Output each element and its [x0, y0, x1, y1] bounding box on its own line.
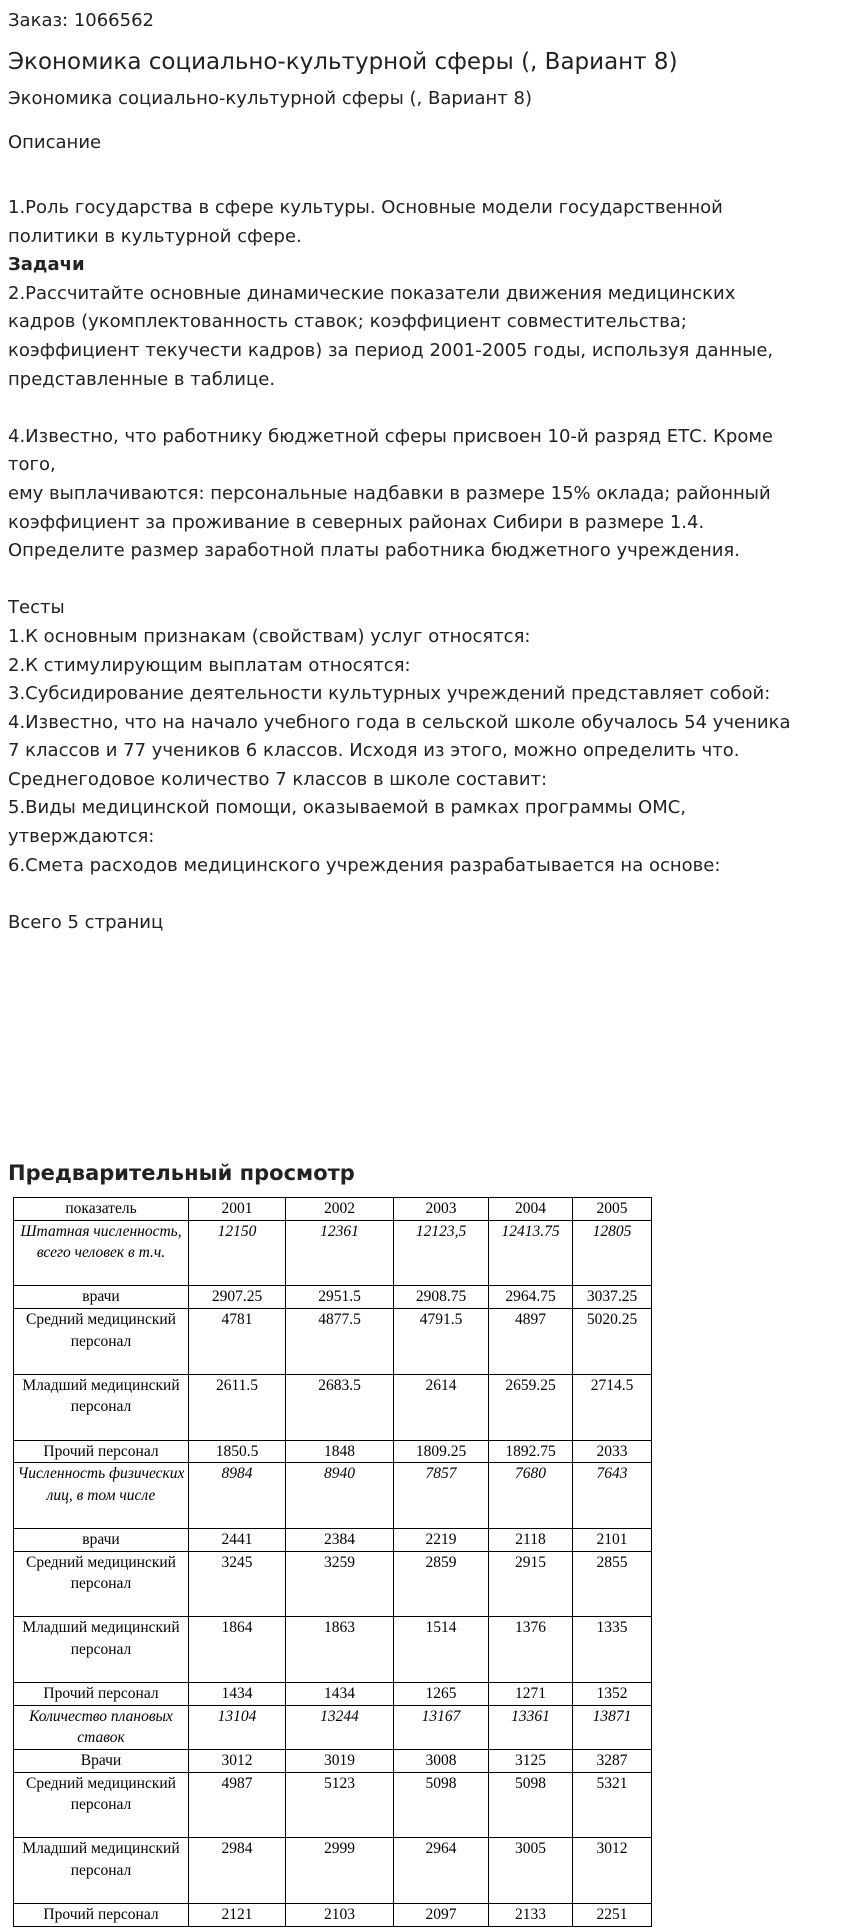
- description-line: того,: [8, 454, 56, 476]
- table-cell: 2101: [573, 1528, 652, 1551]
- table-cell: 5123: [286, 1772, 394, 1838]
- table-cell: 2441: [189, 1528, 286, 1551]
- table-cell: 2659.25: [489, 1374, 573, 1440]
- table-row: [14, 1374, 652, 1440]
- table-cell: 3008: [394, 1749, 489, 1772]
- table-cell: 3012: [189, 1749, 286, 1772]
- table-cell: 2964: [394, 1838, 489, 1904]
- table-cell: 5321: [573, 1772, 652, 1838]
- description-line: 1.Роль государства в сфере культуры. Основные модели государственной: [8, 197, 723, 218]
- table-header-row: [14, 1198, 652, 1221]
- description-line: 7 классов и 77 учеников 6 классов. Исходя из этого, можно определить что.: [8, 740, 740, 762]
- table-cell: 2999: [286, 1838, 394, 1904]
- table-cell: 1514: [394, 1617, 489, 1683]
- table-row: [14, 1463, 652, 1529]
- table-cell: 4781: [189, 1308, 286, 1374]
- table-cell: 7857: [394, 1463, 489, 1529]
- description-line: коэффициент текучести кадров) за период 2001-2005 годы, используя данные,: [8, 339, 774, 361]
- table-cell: 1809.25: [394, 1440, 489, 1463]
- table-row: [14, 1749, 652, 1772]
- table-cell: 5098: [394, 1772, 489, 1838]
- table-cell: 1271: [489, 1683, 573, 1706]
- table-row-label: Штатная численность, всего человек в т.ч.: [14, 1220, 189, 1286]
- table-cell: 4987: [189, 1772, 286, 1838]
- table-row: [14, 1528, 652, 1551]
- description-body: [8, 194, 843, 937]
- preview-heading: Предварительный просмотр: [8, 1161, 355, 1185]
- table-row-label: Средний медицинский персонал: [14, 1308, 189, 1374]
- table-cell: 2384: [286, 1528, 394, 1551]
- table-cell: 2908.75: [394, 1286, 489, 1309]
- table-cell: 12361: [286, 1220, 394, 1286]
- description-line: кадров (укомплектованность ставок; коэффициент совместительства;: [8, 311, 687, 333]
- table-header-cell: 2003: [394, 1198, 489, 1221]
- table-row: [14, 1904, 652, 1927]
- table-cell: 2133: [489, 1904, 573, 1927]
- description-line: 6.Смета расходов медицинского учреждения разрабатывается на основе:: [8, 854, 721, 876]
- table-cell: 2855: [573, 1551, 652, 1617]
- description-line: 4.Известно, что работнику бюджетной сферы присвоен 10-й разряд ЕТС. Кроме: [8, 425, 774, 447]
- table-cell: 1892.75: [489, 1440, 573, 1463]
- description-line: 1.К основным признакам (свойствам) услуг относятся:: [8, 625, 531, 647]
- table-row-label: Младший медицинский персонал: [14, 1617, 189, 1683]
- table-cell: 1376: [489, 1617, 573, 1683]
- description-line: представленные в таблице.: [8, 368, 276, 390]
- description-line: 4.Известно, что на начало учебного года в сельской школе обучалось 54 ученика: [8, 711, 791, 733]
- table-cell: 3019: [286, 1749, 394, 1772]
- description-line: [8, 566, 843, 595]
- table-row: [14, 1220, 652, 1286]
- table-cell: 4791.5: [394, 1308, 489, 1374]
- table-cell: 12805: [573, 1220, 652, 1286]
- table-row-label: Прочий персонал: [14, 1440, 189, 1463]
- table-header-cell: 2005: [573, 1198, 652, 1221]
- table-cell: 7680: [489, 1463, 573, 1529]
- table-cell: 2251: [573, 1904, 652, 1927]
- table-cell: 13244: [286, 1705, 394, 1749]
- table-row-label: Численность физических лиц, в том числе: [14, 1463, 189, 1529]
- table-row-label: Прочий персонал: [14, 1904, 189, 1927]
- table-header-cell: показатель: [14, 1198, 189, 1221]
- table-header-cell: 2004: [489, 1198, 573, 1221]
- table-cell: 4877.5: [286, 1308, 394, 1374]
- table-row: [14, 1683, 652, 1706]
- table-row: [14, 1440, 652, 1463]
- table-cell: 1434: [189, 1683, 286, 1706]
- table-cell: 1335: [573, 1617, 652, 1683]
- preview-table: [13, 1197, 652, 1927]
- table-cell: 4897: [489, 1308, 573, 1374]
- table-cell: 13361: [489, 1705, 573, 1749]
- description-line: [8, 394, 843, 423]
- table-cell: 2097: [394, 1904, 489, 1927]
- description-line: утверждаются:: [8, 826, 155, 848]
- table-cell: 2614: [394, 1374, 489, 1440]
- table-cell: 3012: [573, 1838, 652, 1904]
- description-line: Задачи: [8, 254, 85, 276]
- table-cell: 2984: [189, 1838, 286, 1904]
- description-line: 2.Рассчитайте основные динамические показатели движения медицинских: [8, 282, 736, 304]
- description-label: Описание: [8, 132, 102, 153]
- table-cell: 2859: [394, 1551, 489, 1617]
- table-cell: 2103: [286, 1904, 394, 1927]
- description-line: Среднегодовое количество 7 классов в школе составит:: [8, 768, 548, 790]
- table-row-label: Средний медицинский персонал: [14, 1772, 189, 1838]
- table-cell: 1864: [189, 1617, 286, 1683]
- table-cell: 2219: [394, 1528, 489, 1551]
- table-cell: 1850.5: [189, 1440, 286, 1463]
- description-line: ему выплачиваются: персональные надбавки в размере 15% оклада; районный: [8, 482, 771, 504]
- table-cell: 8984: [189, 1463, 286, 1529]
- table-cell: 12123,5: [394, 1220, 489, 1286]
- table-cell: 2714.5: [573, 1374, 652, 1440]
- page-subtitle: Экономика социально-культурной сферы (, Вариант 8): [8, 88, 532, 109]
- description-line: 2.К стимулирующим выплатам относятся:: [8, 654, 411, 676]
- table-cell: 3245: [189, 1551, 286, 1617]
- table-cell: 8940: [286, 1463, 394, 1529]
- table-cell: 13104: [189, 1705, 286, 1749]
- table-cell: 3005: [489, 1838, 573, 1904]
- table-header-cell: 2002: [286, 1198, 394, 1221]
- table-cell: 5098: [489, 1772, 573, 1838]
- table-cell: 2951.5: [286, 1286, 394, 1309]
- table-header-cell: 2001: [189, 1198, 286, 1221]
- table-cell: 2915: [489, 1551, 573, 1617]
- table-row-label: Младший медицинский персонал: [14, 1374, 189, 1440]
- table-row: [14, 1838, 652, 1904]
- table-cell: 2611.5: [189, 1374, 286, 1440]
- table-cell: 2118: [489, 1528, 573, 1551]
- table-row: [14, 1551, 652, 1617]
- table-cell: 2121: [189, 1904, 286, 1927]
- description-line: Определите размер заработной платы работника бюджетного учреждения.: [8, 540, 740, 562]
- description-line: Тесты: [8, 597, 65, 619]
- table-cell: 3287: [573, 1749, 652, 1772]
- table-row-label: Количество плановых ставок: [14, 1705, 189, 1749]
- description-line: политики в культурной сфере.: [8, 225, 302, 247]
- description-line: коэффициент за проживание в северных районах Сибири в размере 1.4.: [8, 511, 705, 533]
- table-cell: 2907.25: [189, 1286, 286, 1309]
- table-row: [14, 1772, 652, 1838]
- table-cell: 3037.25: [573, 1286, 652, 1309]
- table-cell: 1434: [286, 1683, 394, 1706]
- table-cell: 3259: [286, 1551, 394, 1617]
- table-cell: 7643: [573, 1463, 652, 1529]
- table-cell: 13871: [573, 1705, 652, 1749]
- table-row: [14, 1286, 652, 1309]
- table-cell: 2033: [573, 1440, 652, 1463]
- table-cell: 1265: [394, 1683, 489, 1706]
- table-cell: 1352: [573, 1683, 652, 1706]
- table-row-label: врачи: [14, 1286, 189, 1309]
- table-cell: 13167: [394, 1705, 489, 1749]
- description-line: Всего 5 страниц: [8, 911, 164, 933]
- table-cell: 1863: [286, 1617, 394, 1683]
- description-line: 5.Виды медицинской помощи, оказываемой в рамках программы ОМС,: [8, 797, 687, 819]
- table-cell: 2683.5: [286, 1374, 394, 1440]
- table-row-label: врачи: [14, 1528, 189, 1551]
- table-row-label: Средний медицинский персонал: [14, 1551, 189, 1617]
- table-cell: 12413.75: [489, 1220, 573, 1286]
- order-number: Заказ: 1066562: [8, 10, 154, 31]
- table-row-label: Прочий персонал: [14, 1683, 189, 1706]
- table-row-label: Врачи: [14, 1749, 189, 1772]
- table-cell: 3125: [489, 1749, 573, 1772]
- description-line: [8, 880, 843, 909]
- table-cell: 1848: [286, 1440, 394, 1463]
- table-row-label: Младший медицинский персонал: [14, 1838, 189, 1904]
- table-cell: 2964.75: [489, 1286, 573, 1309]
- table-cell: 12150: [189, 1220, 286, 1286]
- table-row: [14, 1617, 652, 1683]
- page-title: Экономика социально-культурной сферы (, Вариант 8): [8, 49, 678, 75]
- description-line: 3.Субсидирование деятельности культурных учреждений представляет собой:: [8, 683, 771, 705]
- table-row: [14, 1705, 652, 1749]
- table-row: [14, 1308, 652, 1374]
- table-cell: 5020.25: [573, 1308, 652, 1374]
